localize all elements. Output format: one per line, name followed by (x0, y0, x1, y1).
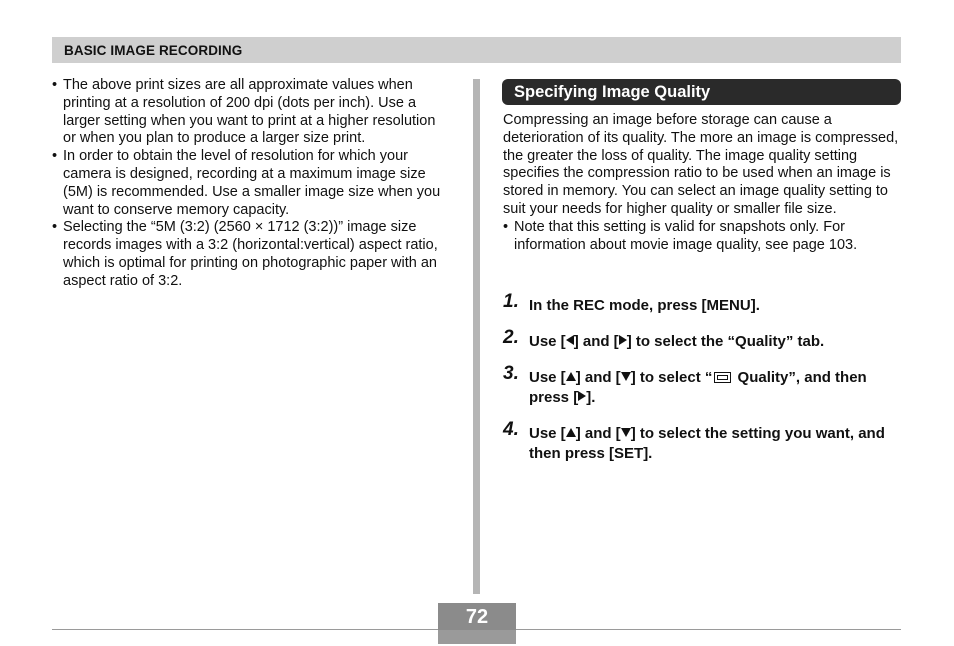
step-number: 2. (503, 327, 519, 348)
steps-list (503, 291, 901, 464)
list-item (52, 77, 452, 148)
step-4 (503, 419, 901, 464)
step-3 (503, 363, 901, 408)
step-number: 3. (503, 363, 519, 384)
bullet-icon: • (52, 148, 58, 165)
step-text-part: Use [ (529, 369, 566, 386)
step-text-part: ] and [ (575, 425, 621, 442)
step-text-part: ]. (586, 389, 596, 406)
bullet-text: In order to obtain the level of resolution for which your camera is designed, recording at a maximum image size (5M) is recommended. Use a smaller image size when you want to conserve memory capacity. (63, 148, 441, 218)
step-text-part: ] to select the “Quality” tab. (626, 333, 825, 350)
step-text-part: Use [ (529, 333, 566, 350)
right-arrow-icon (578, 391, 586, 401)
step-number: 1. (503, 291, 519, 312)
header-title: BASIC IMAGE RECORDING (64, 43, 243, 58)
step-text-part: Use [ (529, 425, 566, 442)
intro-paragraph: Compressing an image before storage can cause a deterioration of its quality. The more an image is compressed, the greater the loss of quality. The image quality setting specifies the compression ratio to be used when an image is stored in memory. You can select an image quality setting to suit your needs for higher quality or smaller file size. (503, 112, 899, 217)
step-text-part: ] and [ (573, 333, 619, 350)
down-arrow-icon (621, 428, 631, 437)
left-arrow-icon (566, 335, 574, 345)
step-text-part: ] and [ (575, 369, 621, 386)
header-bar (52, 37, 901, 63)
page-number-box (438, 603, 516, 644)
down-arrow-icon (621, 372, 631, 381)
list-item (52, 219, 452, 290)
bullet-icon: • (503, 218, 509, 235)
step-2 (503, 327, 901, 352)
column-divider (473, 79, 480, 594)
step-1 (503, 291, 901, 316)
step-number: 4. (503, 419, 519, 440)
quality-icon (714, 372, 731, 383)
bullet-text: The above print sizes are all approximate values when printing at a resolution of 200 dpi (dots per inch). Use a larger setting when you want to print at a higher resolution or when you plan to produce a larger size print. (63, 77, 436, 147)
note-text: Note that this setting is valid for snapshots only. For information about movie image quality, see page 103. (514, 218, 858, 253)
bullet-text: Selecting the “5M (3:2) (2560 × 1712 (3:2))” image size records images with a 3:2 (horizontal:vertical) aspect ratio, which is optimal for printing on photographic paper with an aspect ratio of 3:2. (63, 219, 438, 289)
section-heading (502, 79, 901, 105)
step-text-part: ] to select the setting you want, and then press [SET]. (529, 425, 885, 462)
step-text-part: ] to select “ (630, 369, 713, 386)
section-intro (503, 112, 903, 254)
note-item (503, 219, 903, 255)
bullet-icon: • (52, 219, 58, 236)
up-arrow-icon (566, 428, 576, 437)
up-arrow-icon (566, 372, 576, 381)
section-heading-text: Specifying Image Quality (514, 83, 711, 101)
right-arrow-icon (619, 335, 627, 345)
left-column (52, 77, 452, 291)
bullet-icon: • (52, 77, 58, 93)
page-number: 72 (465, 606, 489, 628)
step-text-part: Quality”, and then press [ (529, 369, 867, 406)
list-item (52, 148, 452, 219)
step-text: In the REC mode, press [MENU]. (529, 297, 760, 314)
